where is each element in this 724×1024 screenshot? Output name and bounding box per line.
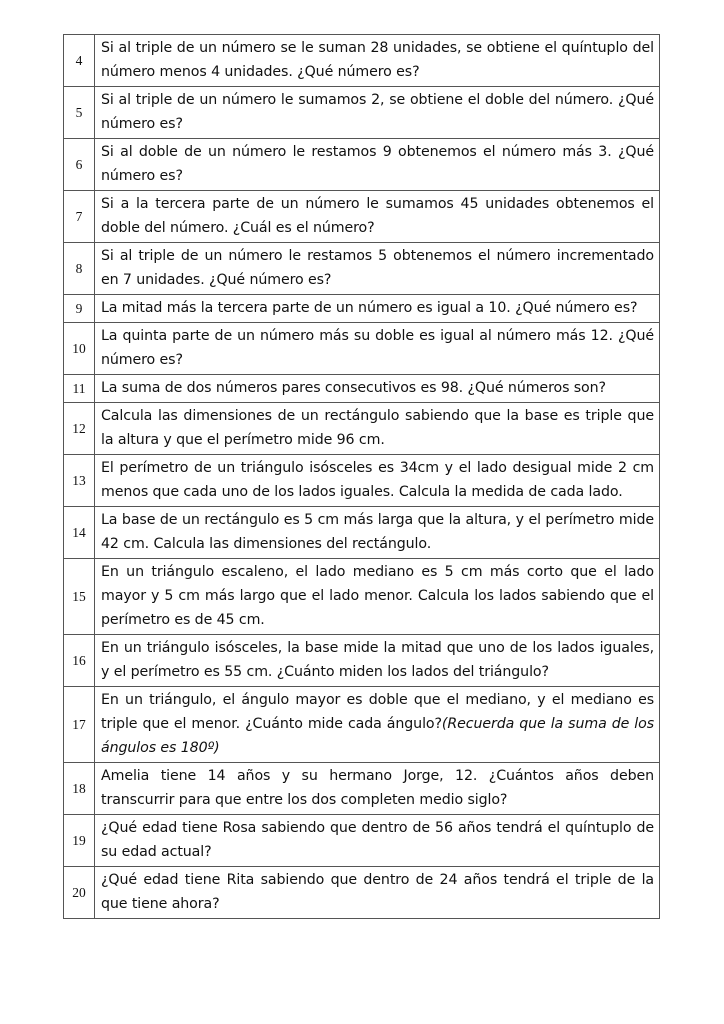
problem-number: 8 [64,243,95,294]
problem-row [63,35,660,87]
problem-number: 14 [64,507,95,558]
problem-text: Si al doble de un número le restamos 9 obtenemos el número más 3. ¿Qué número es? [101,144,654,184]
problem-text: ¿Qué edad tiene Rita sabiendo que dentro de 24 años tendrá el triple de la que tiene ahora? [101,872,654,912]
problem-row [63,243,660,295]
problem-number: 4 [64,35,95,86]
problem-text: El perímetro de un triángulo isósceles es 34cm y el lado desigual mide 2 cm menos que cada uno de los lados iguales. Calcula la medida de cada lado. [101,460,654,500]
problem-number: 9 [64,295,95,322]
problem-number: 12 [64,403,95,454]
problem-number: 20 [64,867,95,918]
problem-row [63,867,660,919]
problem-row [63,191,660,243]
problem-number: 13 [64,455,95,506]
problem-number: 10 [64,323,95,374]
problem-row [63,295,660,323]
problem-text: Si al triple de un número se le suman 28 unidades, se obtiene el quíntuplo del número menos 4 unidades. ¿Qué número es? [101,40,654,80]
problem-text: ¿Qué edad tiene Rosa sabiendo que dentro de 56 años tendrá el quíntuplo de su edad actual? [101,820,654,860]
problem-number: 11 [64,375,95,402]
problem-row [63,323,660,375]
problem-note: (Recuerda que la suma de los ángulos es 180º) [101,716,654,756]
problem-text: Si al triple de un número le restamos 5 obtenemos el número incrementado en 7 unidades. ¿Qué número es? [101,248,654,288]
problem-row [63,87,660,139]
problem-row [63,815,660,867]
problem-number: 18 [64,763,95,814]
problem-text: En un triángulo escaleno, el lado mediano es 5 cm más corto que el lado mayor y 5 cm más largo que el lado menor. Calcula los lados sabiendo que el perímetro es de 45 cm. [101,564,654,628]
problem-main-text: En un triángulo, el ángulo mayor es doble que el mediano, y el mediano es triple que el menor. ¿Cuánto mide cada ángulo? [101,692,654,732]
problem-number: 7 [64,191,95,242]
problem-text: Amelia tiene 14 años y su hermano Jorge, 12. ¿Cuántos años deben transcurrir para que entre los dos completen medio siglo? [101,768,654,808]
problem-row [63,375,660,403]
problem-text: Calcula las dimensiones de un rectángulo sabiendo que la base es triple que la altura y que el perímetro mide 96 cm. [101,408,654,448]
problems-table [63,34,660,919]
problem-number: 15 [64,559,95,634]
problem-text: La suma de dos números pares consecutivos es 98. ¿Qué números son? [101,380,606,396]
problem-text [95,687,659,762]
problem-row [63,635,660,687]
problem-row [63,455,660,507]
problem-text: En un triángulo isósceles, la base mide la mitad que uno de los lados iguales, y el perímetro es 55 cm. ¿Cuánto miden los lados del triángulo? [101,640,654,680]
problem-number: 5 [64,87,95,138]
problem-text: La mitad más la tercera parte de un número es igual a 10. ¿Qué número es? [101,300,638,316]
problem-row [63,403,660,455]
problem-number: 16 [64,635,95,686]
problem-text: Si a la tercera parte de un número le sumamos 45 unidades obtenemos el doble del número. ¿Cuál es el número? [101,196,654,236]
problem-text: La quinta parte de un número más su doble es igual al número más 12. ¿Qué número es? [101,328,654,368]
problem-row [63,763,660,815]
problem-number: 17 [64,687,95,762]
problem-row [63,687,660,763]
problem-number: 19 [64,815,95,866]
problem-text: La base de un rectángulo es 5 cm más larga que la altura, y el perímetro mide 42 cm. Calcula las dimensiones del rectángulo. [101,512,654,552]
problem-row [63,507,660,559]
problem-row [63,139,660,191]
problem-row [63,559,660,635]
problem-number: 6 [64,139,95,190]
problem-text: Si al triple de un número le sumamos 2, se obtiene el doble del número. ¿Qué número es? [101,92,654,132]
